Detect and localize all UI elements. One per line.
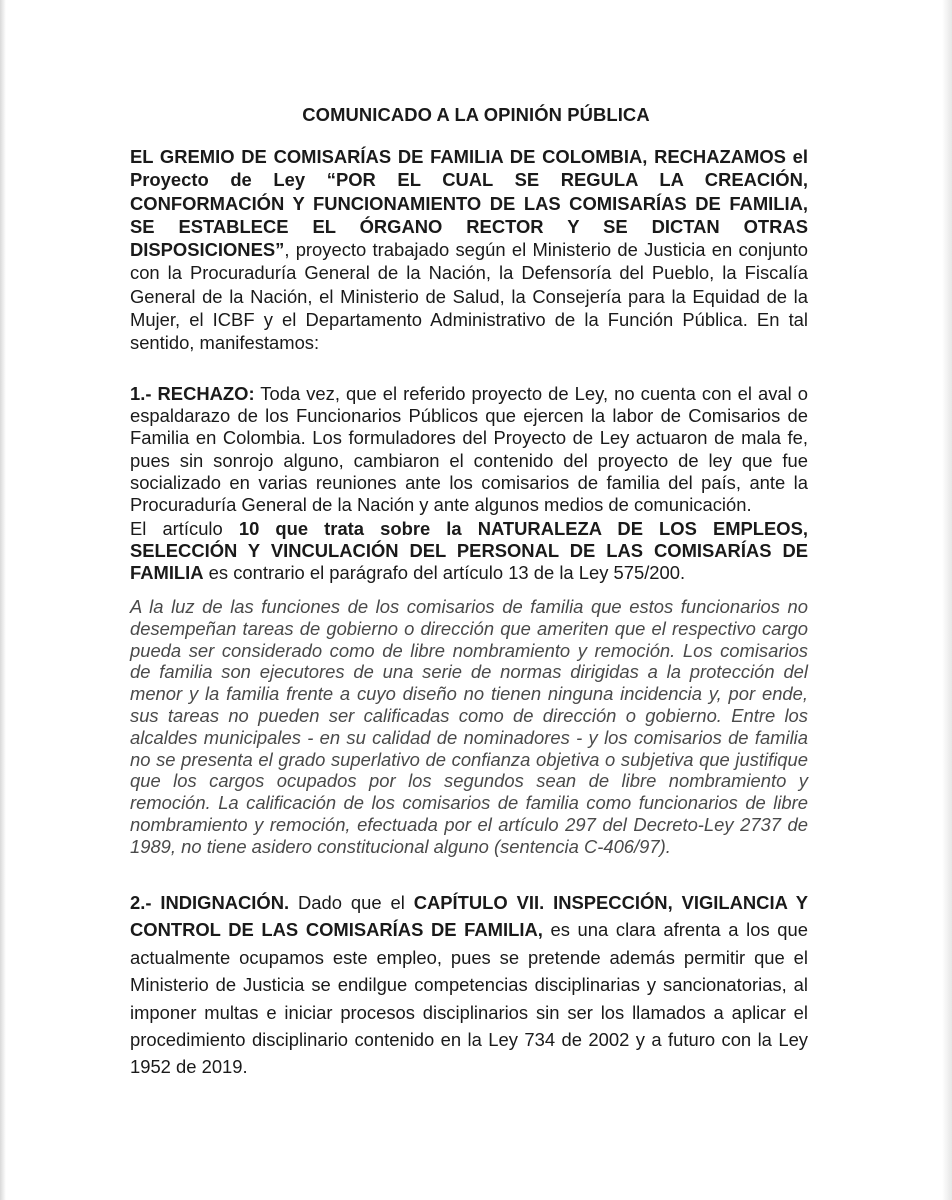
- project-title: “POR EL CUAL SE REGULA LA CREACIÓN, CONFORMACIÓN Y FUNCIONAMIENTO DE LAS COMISARÍAS DE FAMILIA, SE ESTABLECE EL ÓRGANO RECTOR Y SE DICTAN OTRAS DISPOSICIONES”: [130, 169, 808, 261]
- indignacion-text-2: es una clara afrenta a los que actualmente ocupamos este empleo, pues se pretende además permitir que el Ministerio de Justicia se endilgue competencias disciplinarias y sancionatorias, al imponer multas e iniciar procesos disciplinarios sin ser los llamados a aplicar el procedimiento disciplinario contenido en la Ley 734 de 2002 y a futuro con la Ley 1952 de 2019.: [130, 919, 808, 1078]
- intro-paragraph: [130, 145, 808, 355]
- page-right-shadow: [942, 0, 952, 1200]
- indignacion-paragraph: [130, 889, 808, 1081]
- articulo-paragraph: [130, 518, 808, 585]
- project-prefix: Proyecto de Ley: [130, 169, 306, 191]
- indignacion-bold: CAPÍTULO VII. INSPECCIÓN, VIGILANCIA Y CONTROL DE LAS COMISARÍAS DE FAMILIA,: [130, 892, 809, 941]
- indignacion-label: 2.- INDIGNACIÓN.: [130, 892, 290, 913]
- articulo-bold: 10 que trata sobre la NATURALEZA DE LOS EMPLEOS, SELECCIÓN Y VINCULACIÓN DEL PERSONAL DE LAS COMISARÍAS DE FAMILIA: [130, 518, 808, 584]
- articulo-prefix: El artículo: [130, 518, 239, 539]
- articulo-suffix: es contrario el parágrafo del artículo 13 de la Ley 575/200.: [203, 562, 686, 584]
- intro-lead: EL GREMIO DE COMISARÍAS DE FAMILIA DE COLOMBIA, RECHAZAMOS el: [130, 146, 808, 167]
- intro-body: , proyecto trabajado según el Ministerio de Justicia en conjunto con la Procuraduría General de la Nación, la Defensoría del Pueblo, la Fiscalía General de la Nación, el Ministerio de Salud, la Consejería para la Equidad de la Mujer, el ICBF y el Departamento Administrativo de la Función Pública. En tal sentido, manifestamos:: [130, 239, 808, 354]
- rechazo-paragraph: [130, 383, 808, 516]
- jurisprudence-quote: A la luz de las funciones de los comisarios de familia que estos funcionarios no desempeñan tareas de gobierno o dirección que ameriten que el respectivo cargo pueda ser considerado como de libre nombramiento y remoción. Los comisarios de familia son ejecutores de una serie de normas dirigidas a la protección del menor y la familia frente a cuyo diseño no tienen ninguna incidencia y, por ende, sus tareas no pueden ser calificadas como de dirección o gobierno. Entre los alcaldes municipales - en su calidad de nominadores - y los comisarios de familia no se presenta el grado superlativo de confianza objetiva o subjetiva que justifique que los cargos ocupados por los segundos sean de libre nombramiento y remoción. La calificación de los comisarios de familia como funcionarios de libre nombramiento y remoción, efectuada por el artículo 297 del Decreto-Ley 2737 de 1989, no tiene asidero constitucional alguno (sentencia C-406/97).: [130, 596, 808, 857]
- page-left-shadow: [0, 0, 6, 1200]
- document-title: COMUNICADO A LA OPINIÓN PÚBLICA: [302, 104, 650, 125]
- indignacion-text-1: Dado que el: [289, 892, 414, 913]
- rechazo-text: Toda vez, que el referido proyecto de Ley, no cuenta con el aval o espaldarazo de los Funcionarios Públicos que ejercen la labor de Comisarios de Familia en Colombia. Los formuladores del Proyecto de Ley actuaron de mala fe, pues sin sonrojo alguno, cambiaron el contenido del proyecto de ley que fue socializado en varias reuniones ante los comisarios de familia del país, ante la Procuraduría General de la Nación y ante algunos medios de comunicación.: [130, 383, 809, 516]
- rechazo-label: 1.- RECHAZO:: [130, 383, 255, 404]
